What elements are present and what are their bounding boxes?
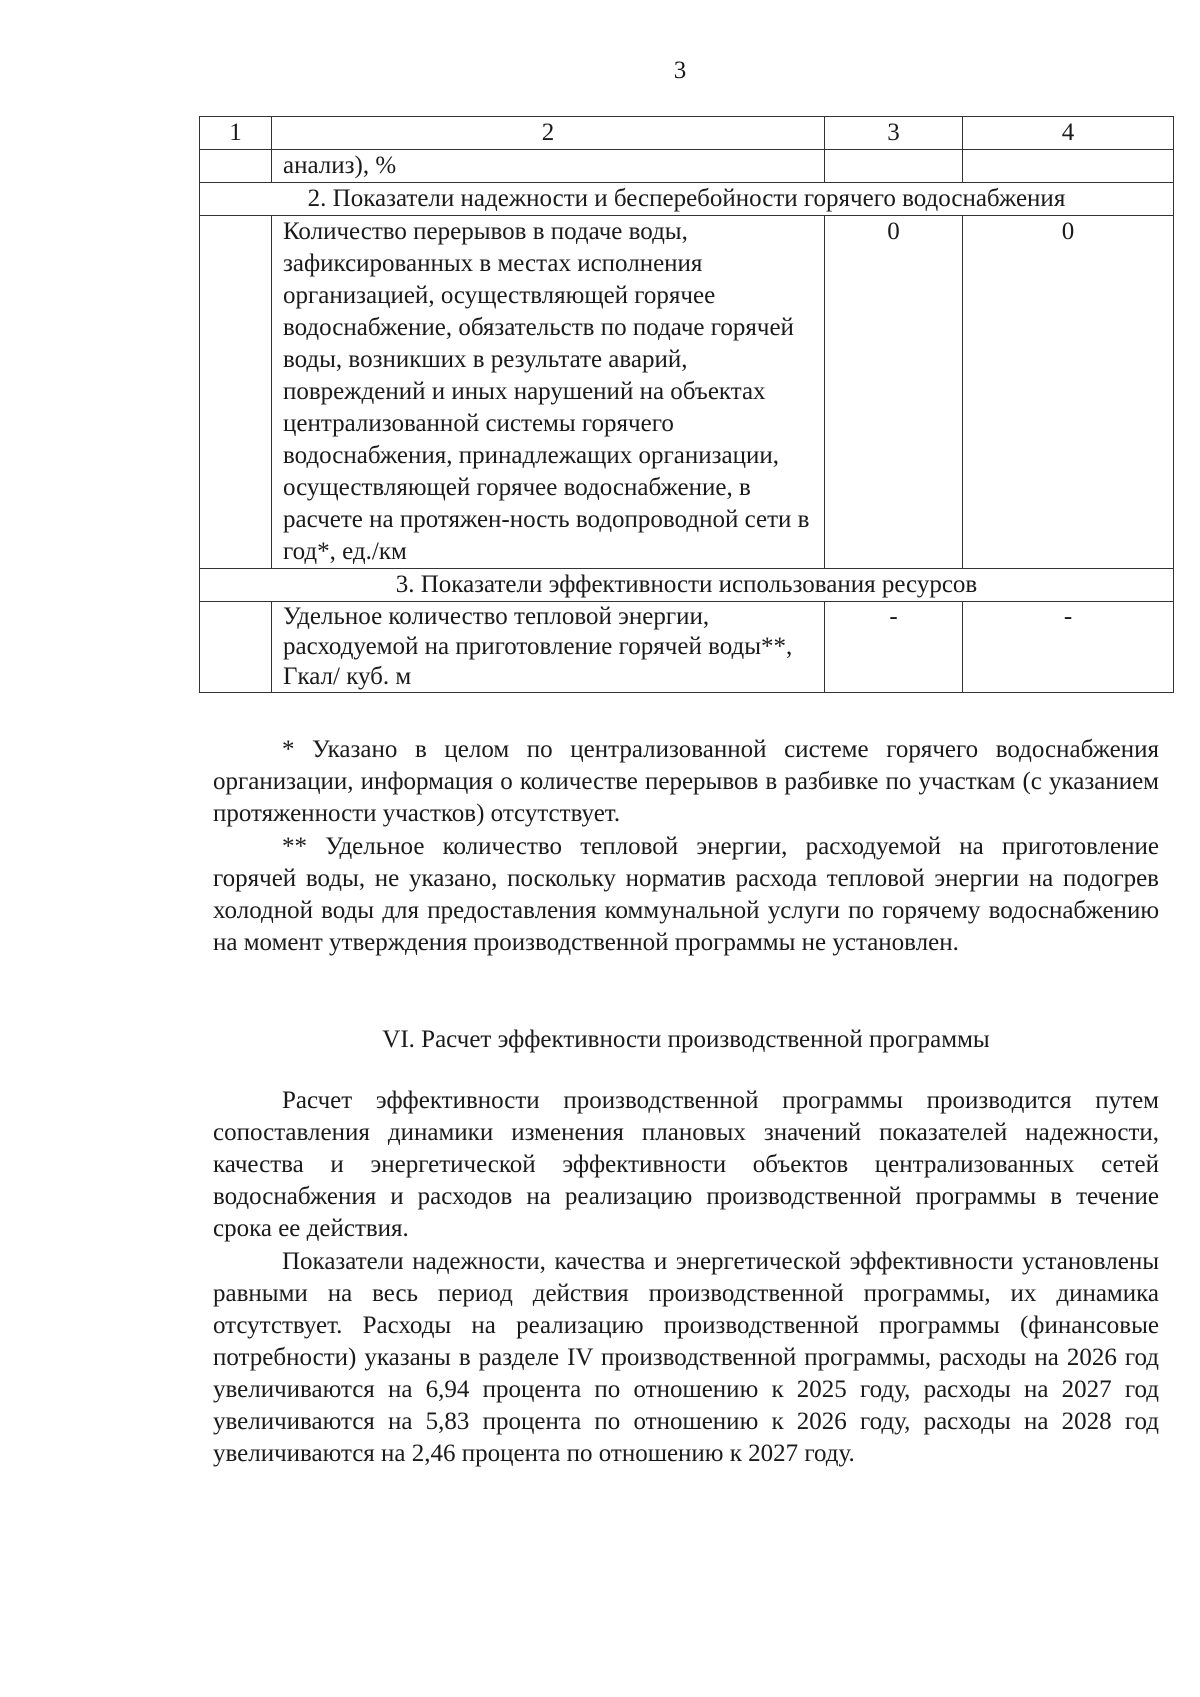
table-row — [200, 150, 1174, 183]
table-row — [200, 216, 1174, 569]
footnote-1: * Указано в целом по централизованной системе горячего водоснабжения организации, информация о количестве перерывов в разбивке по участкам (с указанием протяженности участков) отсутствует. — [213, 736, 1159, 827]
heat-value-col4: - — [963, 602, 1174, 693]
header-cell-1: 1 — [200, 117, 272, 150]
section-heading: VI. Расчет эффективности производственной программы — [382, 1026, 990, 1053]
interruptions-value-col4: 0 — [963, 216, 1174, 569]
section-row — [200, 183, 1174, 216]
empty-cell — [963, 150, 1174, 183]
interruptions-value-col3: 0 — [825, 216, 963, 569]
empty-cell — [200, 150, 272, 183]
heat-indicator: Удельное количество тепловой энергии, расходуемой на приготовление горячей воды**, Гкал/ куб. м — [272, 602, 825, 693]
header-cell-2: 2 — [272, 117, 825, 150]
paragraph-2: Показатели надежности, качества и энергетической эффективности установлены равными на весь период действия производственной программы, их динамика отсутствует. Расходы на реализацию производственной программы (финансовые потребности) указаны в разделе IV производственной программы, расходы на 2026 год увеличиваются на 6,94 процента по отношению к 2025 году, расходы на 2027 год увеличиваются на 5,83 процента по отношению к 2026 году, расходы на 2028 год увеличиваются на 2,46 процента по отношению к 2027 году. — [213, 1248, 1159, 1467]
empty-cell — [200, 216, 272, 569]
section-3-title: 3. Показатели эффективности использования ресурсов — [200, 569, 1174, 602]
table-header-row — [200, 117, 1174, 150]
indicators-table — [199, 116, 1174, 693]
section-2-title: 2. Показатели надежности и бесперебойности горячего водоснабжения — [200, 183, 1174, 216]
empty-cell — [200, 602, 272, 693]
section-row — [200, 569, 1174, 602]
footnote-2: ** Удельное количество тепловой энергии, расходуемой на приготовление горячей воды, не указано, поскольку норматив расхода тепловой энергии на подогрев холодной воды для предоставления коммунальной услуги по горячему водоснабжению на момент утверждения производственной программы не установлен. — [213, 833, 1159, 956]
continuation-text: анализ), % — [272, 150, 825, 183]
paragraph-1: Расчет эффективности производственной программы производится путем сопоставления динамики изменения плановых значений показателей надежности, качества и энергетической эффективности объектов централизованных сетей водоснабжения и расходов на реализацию производственной программы в течение срока ее действия. — [213, 1087, 1159, 1242]
empty-cell — [825, 150, 963, 183]
table-row — [200, 602, 1174, 693]
interruptions-indicator: Количество перерывов в подаче воды, зафиксированных в местах исполнения организацией, осуществляющей горячее водоснабжение, обязательств по подаче горячей воды, возникших в результате аварий, повреждений и иных нарушений на объектах централизованной системы горячего водоснабжения, принадлежащих организации, осуществляющей горячее водоснабжение, в расчете на протяжен-ность водопроводной сети в год*, ед./км — [272, 216, 825, 569]
header-cell-4: 4 — [963, 117, 1174, 150]
heat-value-col3: - — [825, 602, 963, 693]
page-number: 3 — [673, 57, 687, 84]
header-cell-3: 3 — [825, 117, 963, 150]
